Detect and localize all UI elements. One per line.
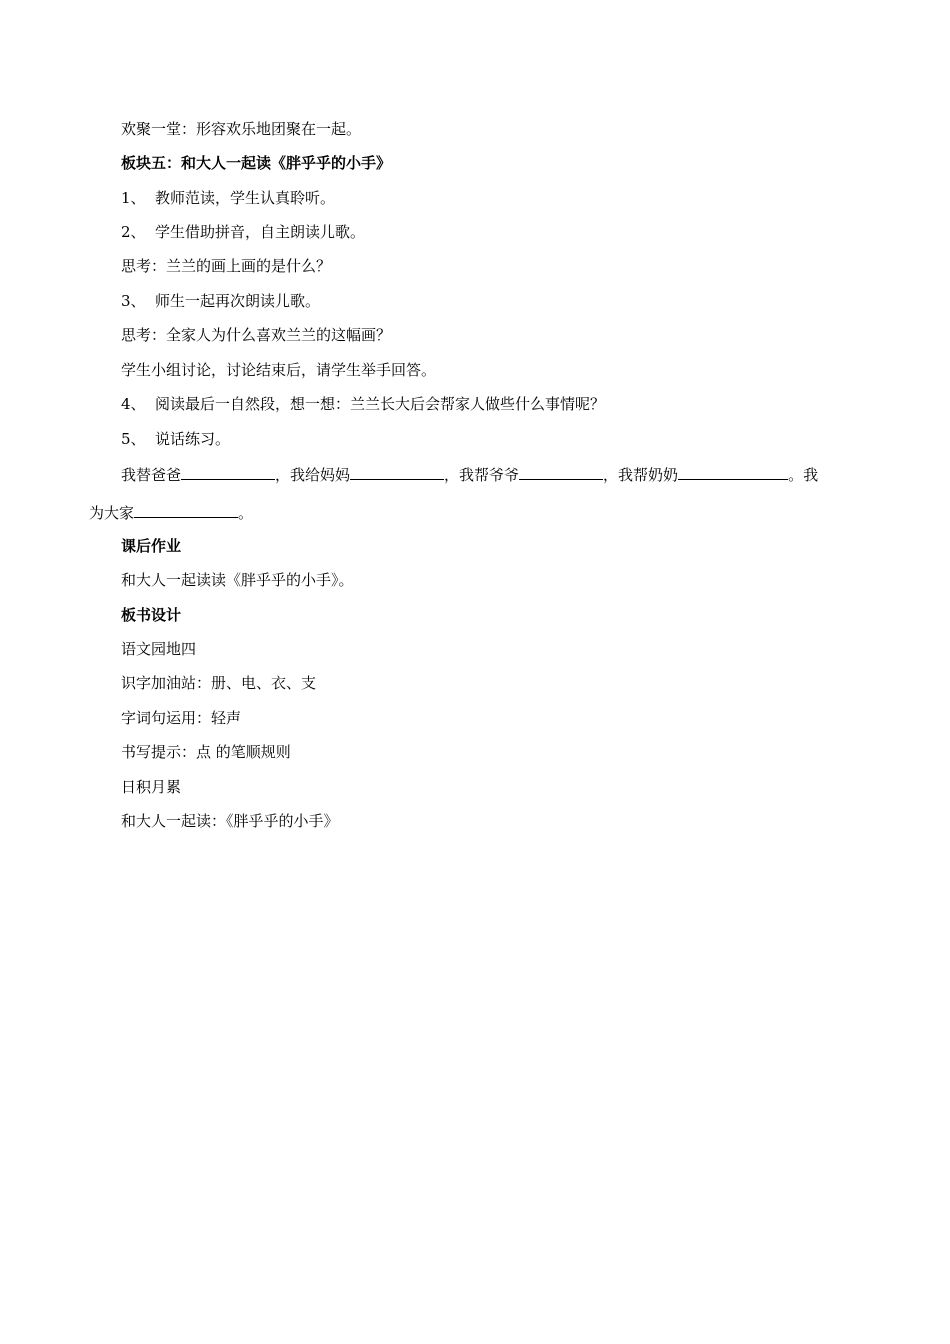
section5-heading: 板块五：和大人一起读《胖乎乎的小手》	[121, 154, 392, 172]
fill-blank-5[interactable]	[134, 501, 238, 518]
board-item-4: 书写提示：点 的笔顺规则	[121, 743, 291, 761]
step-5-number: 5、	[121, 430, 146, 448]
step-1-number: 1、	[121, 189, 146, 207]
fill-text-2: ，我给妈妈	[275, 466, 351, 484]
step-4-text: 阅读最后一自然段，想一想：兰兰长大后会帮家人做些什么事情呢？	[155, 395, 606, 413]
fill-blank-2[interactable]	[350, 463, 444, 480]
homework-heading: 课后作业	[121, 537, 182, 555]
step-3-text: 师生一起再次朗读儿歌。	[155, 292, 321, 310]
step-4	[121, 394, 605, 414]
step-2-number: 2、	[121, 223, 146, 241]
fill-text-5: 。我	[788, 466, 819, 484]
board-design-heading: 板书设计	[121, 606, 182, 624]
step-5-text: 说话练习。	[155, 430, 231, 448]
step-3-number: 3、	[121, 292, 146, 310]
step-4-number: 4、	[121, 395, 146, 413]
fill-text-3: ，我帮爷爷	[444, 466, 520, 484]
step-2	[121, 222, 365, 242]
fill-blank-3[interactable]	[519, 463, 603, 480]
discussion-line: 学生小组讨论，讨论结束后，请学生举手回答。	[121, 361, 437, 379]
think-question-1: 思考：兰兰的画上画的是什么？	[121, 257, 332, 275]
fill-text-7: 。	[238, 504, 254, 522]
homework-text: 和大人一起读读《胖乎乎的小手》。	[121, 571, 354, 589]
fill-text-1: 我替爸爸	[121, 466, 182, 484]
think-question-2: 思考：全家人为什么喜欢兰兰的这幅画？	[121, 326, 392, 344]
fill-blank-4[interactable]	[678, 463, 788, 480]
step-2-text: 学生借助拼音，自主朗读儿歌。	[155, 223, 366, 241]
fill-blank-1[interactable]	[181, 463, 275, 480]
step-1	[121, 188, 335, 208]
board-item-2: 识字加油站：册、电、衣、支	[121, 674, 317, 692]
step-5	[121, 429, 230, 449]
fill-in-line-2	[89, 501, 253, 523]
step-3	[121, 291, 320, 311]
board-item-6: 和大人一起读：《胖乎乎的小手》	[121, 812, 339, 830]
board-item-5: 日积月累	[121, 778, 182, 796]
fill-in-line-1	[121, 463, 818, 485]
step-1-text: 教师范读，学生认真聆听。	[155, 189, 336, 207]
board-item-1: 语文园地四	[121, 640, 197, 658]
idiom-line: 欢聚一堂：形容欢乐地团聚在一起。	[121, 120, 362, 138]
board-item-3: 字词句运用：轻声	[121, 709, 242, 727]
fill-text-6: 为大家	[89, 504, 135, 522]
fill-text-4: ，我帮奶奶	[603, 466, 679, 484]
